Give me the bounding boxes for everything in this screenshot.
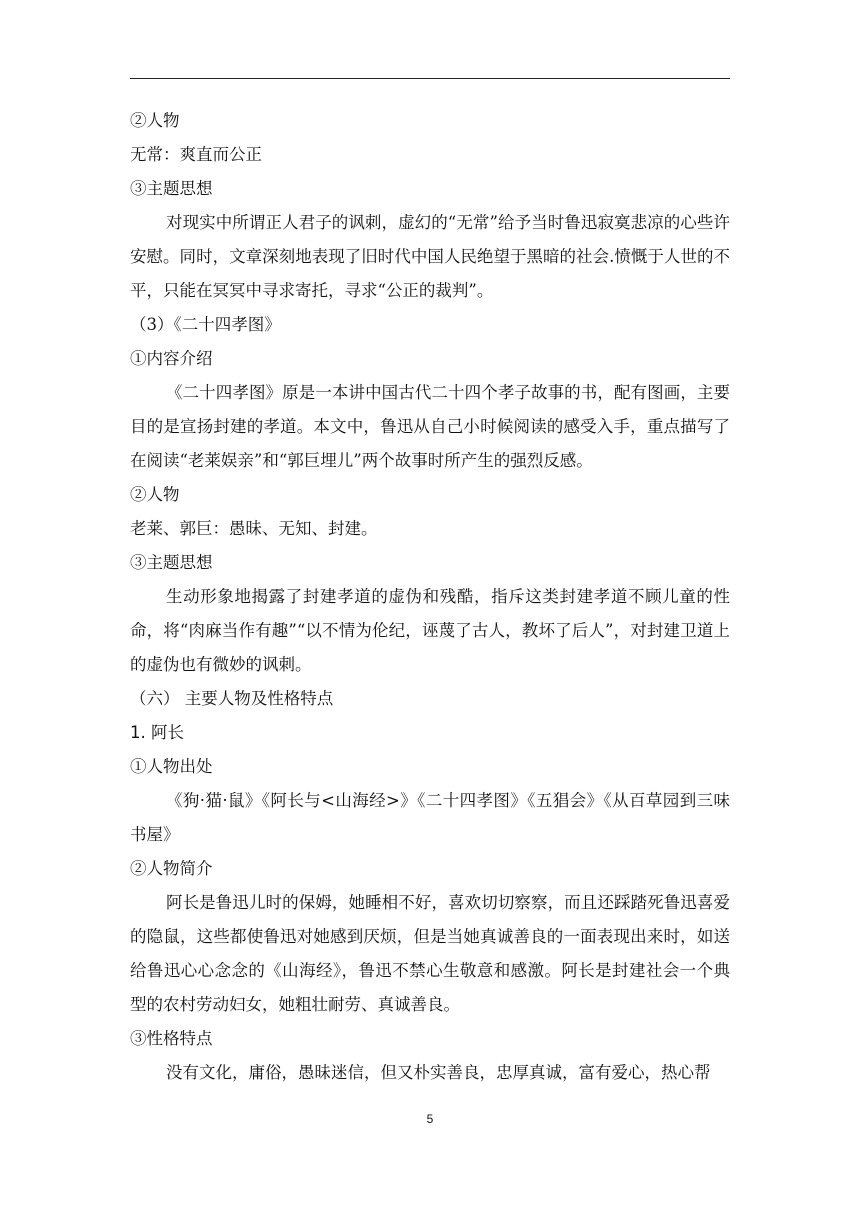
heading-characters: ②人物 bbox=[130, 485, 180, 504]
paragraph-theme-wuchang: 对现实中所谓正人君子的讽刺，虚幻的“无常”给予当时鲁迅寂寞悲凉的心些许安慰。同时，文章深刻地表现了旧时代中国人民绝望于黑暗的社会.愤慨于人世的不平，只能在冥冥中寻求寄托，寻求“公正的裁判”。 bbox=[130, 213, 730, 300]
heading-character-source: ①人物出处 bbox=[130, 757, 213, 776]
paragraph-content-intro: 《二十四孝图》原是一本讲中国古代二十四个孝子故事的书，配有图画，主要目的是宣扬封建的孝道。本文中，鲁迅从自己小时候阅读的感受入手，重点描写了在阅读“老莱娱亲”和“郭巨埋儿”两个故事时所产生的强烈反感。 bbox=[130, 383, 730, 470]
heading-theme: ③主题思想 bbox=[130, 179, 213, 198]
heading-characters: ②人物 bbox=[130, 111, 180, 130]
section-title-ershisi-xiaotu: （3）《二十四孝图》 bbox=[130, 315, 281, 334]
section-title-main-characters: （六） 主要人物及性格特点 bbox=[130, 689, 334, 708]
paragraph-theme-xiaotu: 生动形象地揭露了封建孝道的虚伪和残酷，指斥这类封建孝道不顾儿童的性命，将“肉麻当作有趣”“以不情为伦纪，诬蔑了古人，教坏了后人”，对封建卫道上的虚伪也有微妙的讽刺。 bbox=[130, 587, 730, 674]
page-content bbox=[130, 104, 730, 1090]
paragraph-character-profile: 阿长是鲁迅儿时的保姆，她睡相不好，喜欢切切察察，而且还踩踏死鲁迅喜爱的隐鼠，这些都使鲁迅对她感到厌烦，但是当她真诚善良的一面表现出来时，如送给鲁迅心心念念的《山海经》，鲁迅不禁心生敬意和感激。阿长是封建社会一个典型的农村劳动妇女，她粗壮耐劳、真诚善良。 bbox=[130, 893, 730, 1014]
subsection-title-achang: 1. 阿长 bbox=[130, 723, 184, 742]
character-wuchang: 无常：爽直而公正 bbox=[130, 145, 262, 164]
heading-content-intro: ①内容介绍 bbox=[130, 349, 213, 368]
heading-theme: ③主题思想 bbox=[130, 553, 213, 572]
character-laolai-guoju: 老莱、郭巨：愚昧、无知、封建。 bbox=[130, 519, 378, 538]
heading-character-profile: ②人物简介 bbox=[130, 859, 213, 878]
heading-personality: ③性格特点 bbox=[130, 1029, 213, 1048]
page-number: 5 bbox=[426, 1112, 434, 1126]
paragraph-character-source: 《狗·猫·鼠》《阿长与<山海经>》《二十四孝图》《五猖会》《从百草园到三味书屋》 bbox=[130, 791, 730, 844]
paragraph-personality: 没有文化，庸俗，愚昧迷信，但又朴实善良，忠厚真诚，富有爱心，热心帮 bbox=[166, 1063, 711, 1082]
header-rule bbox=[130, 78, 730, 79]
